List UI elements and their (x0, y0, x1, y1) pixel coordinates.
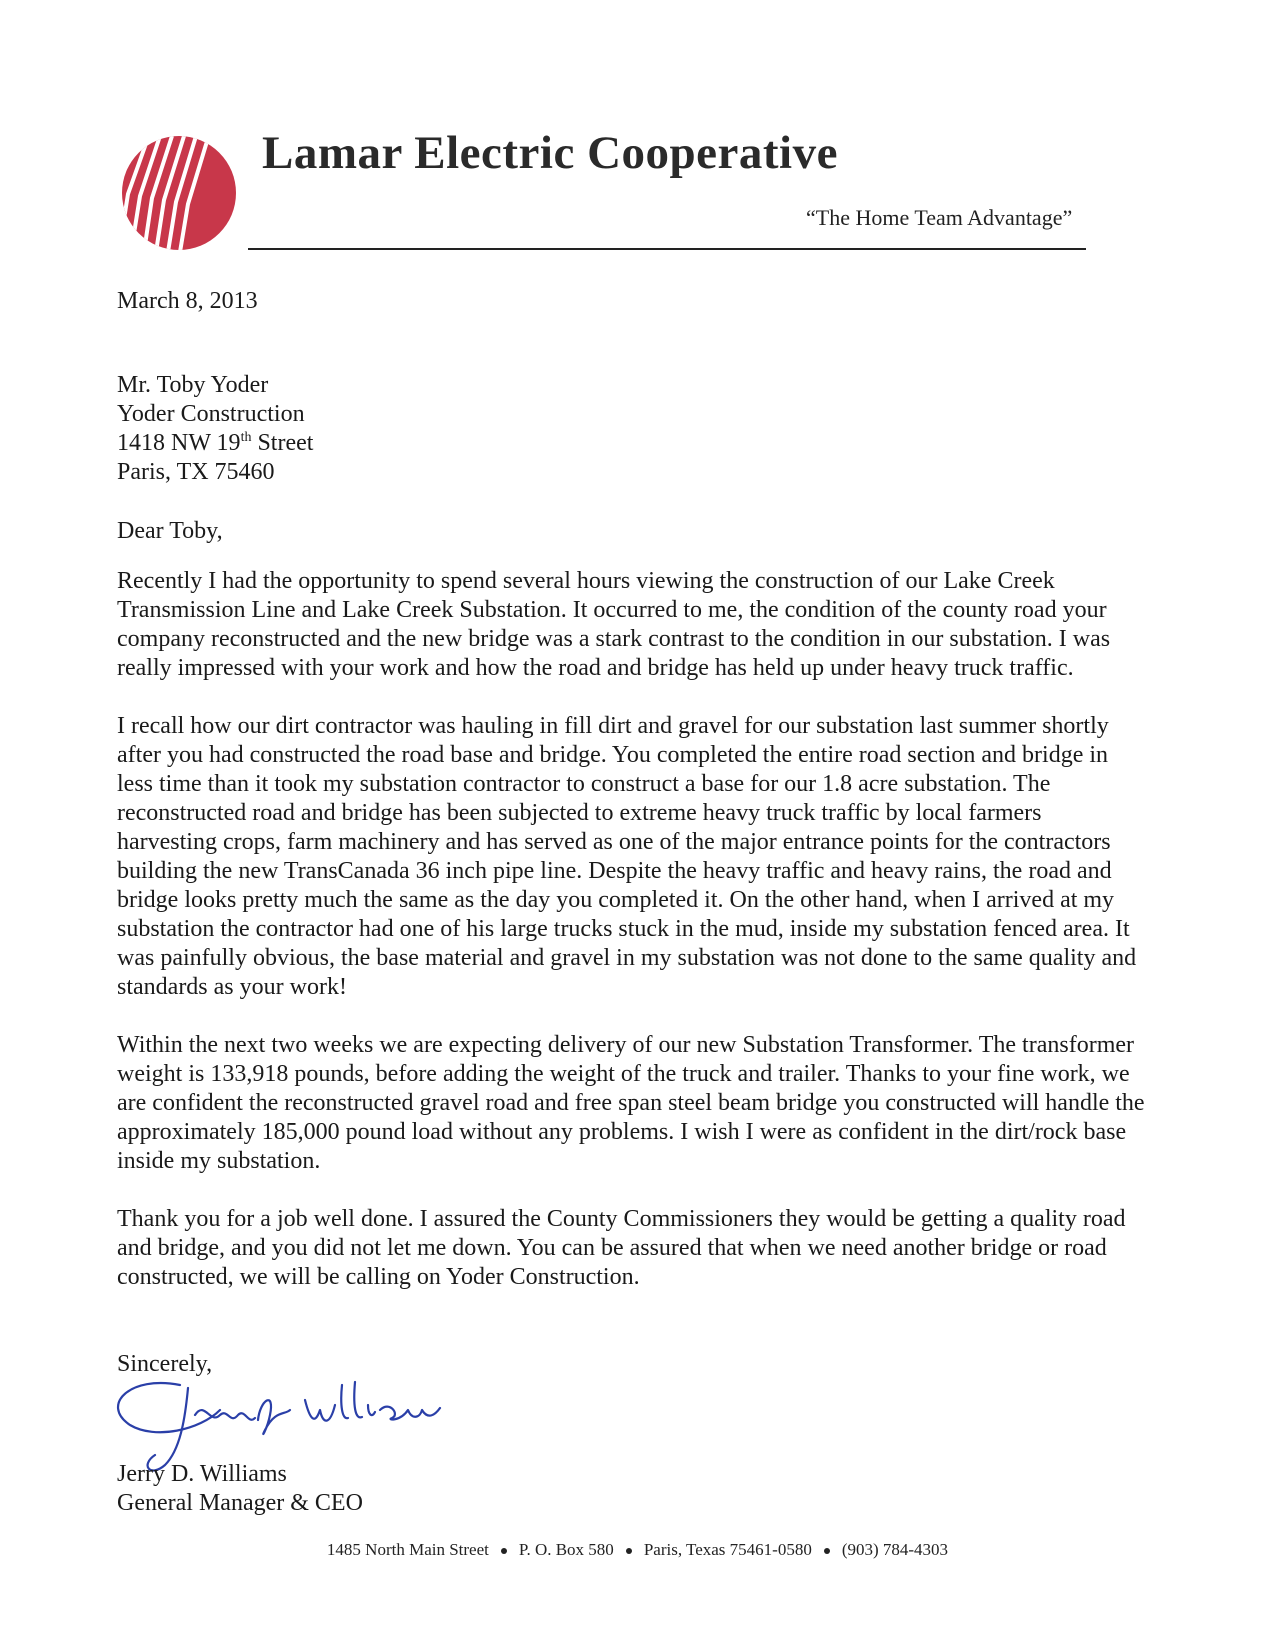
footer-city: Paris, Texas 75461-0580 (643, 1540, 812, 1559)
bullet-icon (626, 1548, 632, 1554)
footer-po-box: P. O. Box 580 (518, 1540, 614, 1559)
letterhead-footer (0, 1540, 1275, 1560)
signer-title: General Manager & CEO (117, 1490, 363, 1516)
paragraph: Thank you for a job well done. I assured the County Commissioners they would be getting a quality road and bridge, and you did not let me down. You can be assured that when we need another bridge or road constructed, we will be calling on Yoder Construction. (117, 1206, 1126, 1290)
cooperative-logo (120, 134, 238, 252)
footer-address: 1485 North Main Street (326, 1540, 489, 1559)
recipient-city: Paris, TX 75460 (117, 459, 275, 485)
bullet-icon (501, 1548, 507, 1554)
signer-block (117, 1460, 363, 1518)
letter-date: March 8, 2013 (117, 288, 258, 314)
footer-phone: (903) 784-4303 (841, 1540, 949, 1559)
recipient-company: Yoder Construction (117, 401, 305, 427)
company-name: Lamar Electric Cooperative (262, 127, 838, 179)
letterhead-divider (248, 248, 1086, 250)
letter-body (117, 567, 1147, 1321)
paragraph: Within the next two weeks we are expecting delivery of our new Substation Transformer. The transformer weight is 133,918 pounds, before adding the weight of the truck and trailer. Thanks to your fine work, we are confident the reconstructed gravel road and free span steel beam bridge you constructed will handle the approximately 185,000 pound load without any problems. I wish I were as confident in the dirt/rock base inside my substation. (117, 1032, 1145, 1174)
signer-name: Jerry D. Williams (117, 1461, 287, 1487)
salutation: Dear Toby, (117, 518, 223, 544)
recipient-name: Mr. Toby Yoder (117, 372, 269, 398)
closing: Sincerely, (117, 1351, 213, 1377)
paragraph: I recall how our dirt contractor was hauling in fill dirt and gravel for our substation last summer shortly after you had constructed the road base and bridge. You completed the entire road section and bridge in less time than it took my substation contractor to construct a base for our 1.8 acre substation. The reconstructed road and bridge has been subjected to extreme heavy truck traffic by local farmers harvesting crops, farm machinery and has served as one of the major entrance points for the contractors building the new TransCanada 36 inch pipe line. Despite the heavy traffic and heavy rains, the road and bridge looks pretty much the same as the day you completed it. On the other hand, when I arrived at my substation the contractor had one of his large trucks stuck in the mud, inside my substation fenced area. It was painfully obvious, the base material and gravel in my substation was not done to the same quality and standards as your work! (117, 713, 1137, 1000)
recipient-address (117, 371, 313, 487)
bullet-icon (824, 1548, 830, 1554)
company-tagline: “The Home Team Advantage” (806, 205, 1073, 230)
recipient-street: 1418 NW 19th Street (117, 430, 314, 456)
paragraph: Recently I had the opportunity to spend several hours viewing the construction of our Lake Creek Transmission Line and Lake Creek Substation. It occurred to me, the condition of the county road your company reconstructed and the new bridge was a stark contrast to the condition in our substation. I was really impressed with your work and how the road and bridge has held up under heavy truck traffic. (117, 568, 1111, 681)
